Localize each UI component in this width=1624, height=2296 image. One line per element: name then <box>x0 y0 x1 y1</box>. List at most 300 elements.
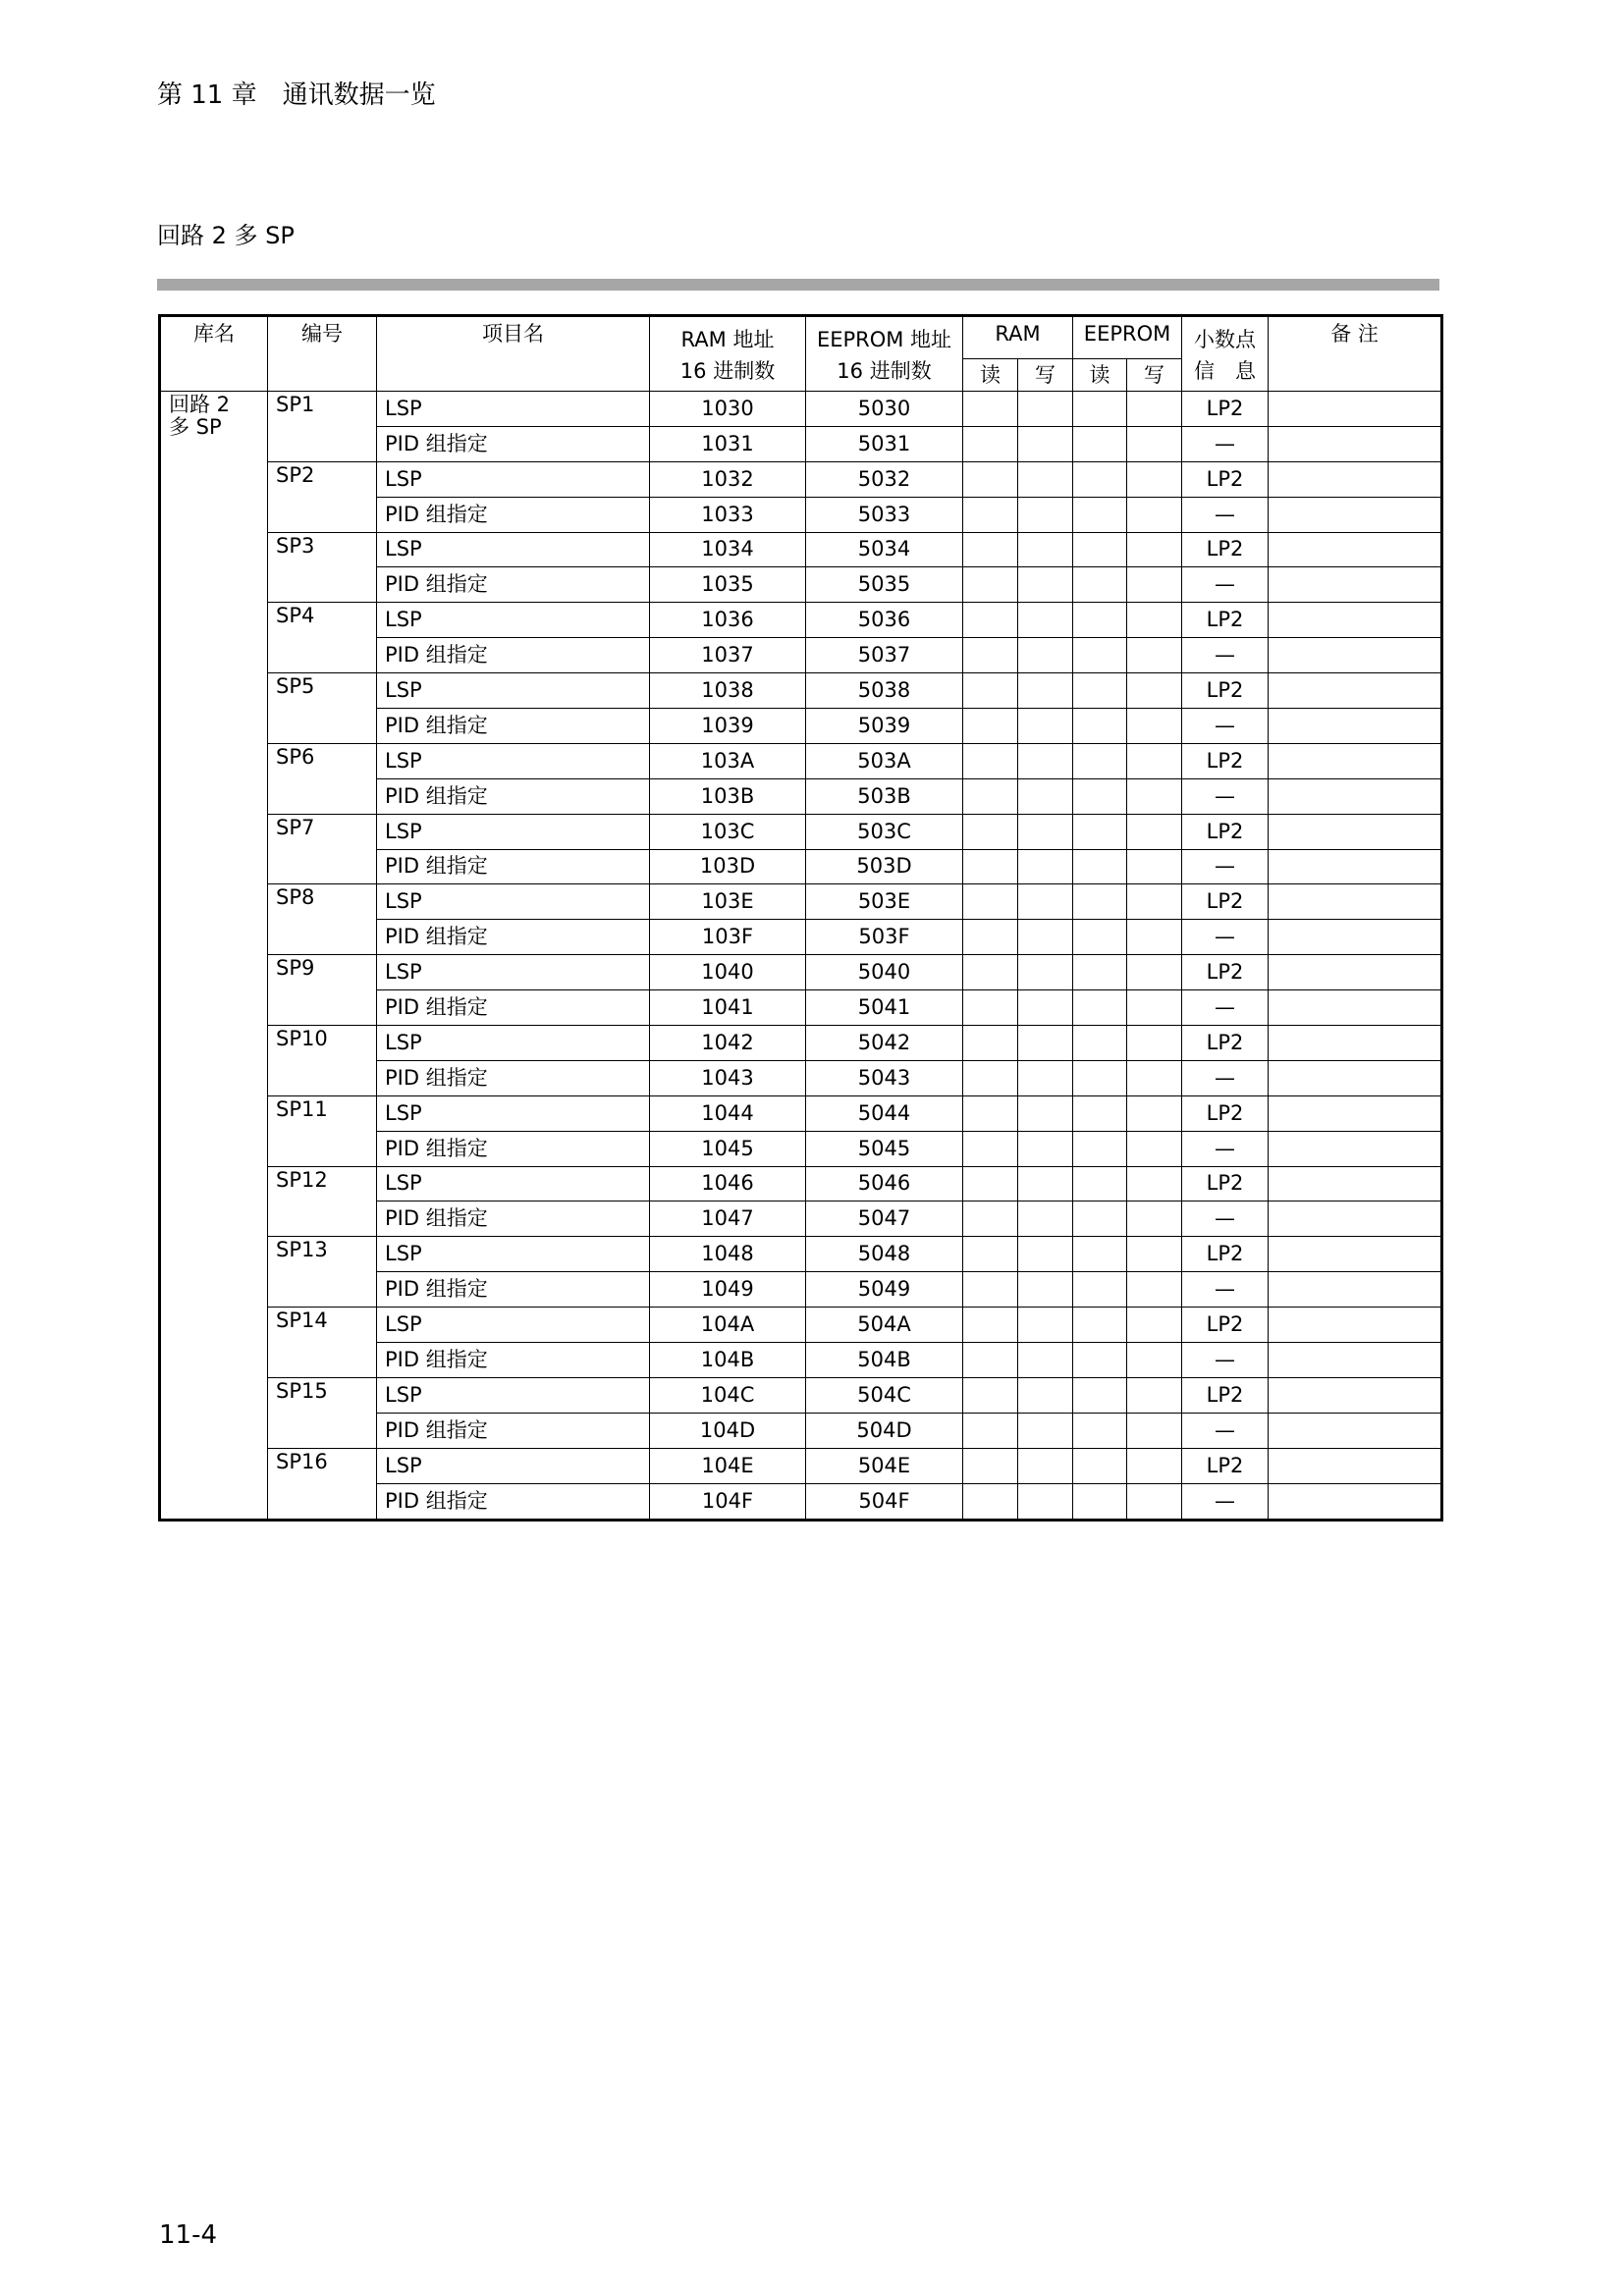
ram-read-cell <box>963 1343 1018 1378</box>
item-name-cell: LSP <box>377 1377 650 1413</box>
ram-write-cell <box>1018 603 1073 638</box>
eeprom-address-cell: 504B <box>806 1343 963 1378</box>
table-row <box>160 1095 1442 1131</box>
table-row <box>160 884 1442 920</box>
sp-number-cell: SP12 <box>268 1166 377 1237</box>
sp-number-cell: SP2 <box>268 461 377 532</box>
eeprom-address-cell: 5035 <box>806 567 963 603</box>
eeprom-read-cell <box>1073 392 1127 427</box>
ram-write-cell <box>1018 461 1073 497</box>
ram-address-cell: 1032 <box>650 461 806 497</box>
remarks-cell <box>1269 990 1442 1026</box>
eeprom-read-cell <box>1073 461 1127 497</box>
eeprom-write-cell <box>1127 426 1182 461</box>
remarks-cell <box>1269 392 1442 427</box>
ram-read-cell <box>963 461 1018 497</box>
item-name-cell: PID 组指定 <box>377 567 650 603</box>
header-eeprom: EEPROM <box>1073 316 1182 359</box>
decimal-info-cell: — <box>1182 497 1269 532</box>
decimal-info-cell: — <box>1182 1201 1269 1237</box>
eeprom-write-cell <box>1127 603 1182 638</box>
table-row <box>160 1448 1442 1483</box>
ram-address-cell: 1046 <box>650 1166 806 1201</box>
remarks-cell <box>1269 1166 1442 1201</box>
library-line2: 多 SP <box>169 415 222 440</box>
eeprom-read-cell <box>1073 920 1127 955</box>
remarks-cell <box>1269 497 1442 532</box>
eeprom-read-cell <box>1073 743 1127 778</box>
item-name-cell: PID 组指定 <box>377 778 650 814</box>
decimal-info-cell: — <box>1182 426 1269 461</box>
ram-write-cell <box>1018 638 1073 673</box>
ram-read-cell <box>963 1308 1018 1343</box>
ram-address-cell: 1035 <box>650 567 806 603</box>
sp-number-cell: SP9 <box>268 955 377 1026</box>
item-name-cell: PID 组指定 <box>377 426 650 461</box>
eeprom-write-cell <box>1127 1095 1182 1131</box>
ram-address-cell: 1042 <box>650 1026 806 1061</box>
eeprom-read-cell <box>1073 426 1127 461</box>
ram-write-cell <box>1018 849 1073 884</box>
remarks-cell <box>1269 1201 1442 1237</box>
ram-read-cell <box>963 743 1018 778</box>
table-row <box>160 814 1442 849</box>
item-name-cell: PID 组指定 <box>377 709 650 744</box>
eeprom-write-cell <box>1127 1201 1182 1237</box>
table-row <box>160 532 1442 567</box>
eeprom-address-cell: 5042 <box>806 1026 963 1061</box>
remarks-cell <box>1269 426 1442 461</box>
item-name-cell: LSP <box>377 955 650 990</box>
ram-read-cell <box>963 1166 1018 1201</box>
item-name-cell: PID 组指定 <box>377 1131 650 1166</box>
item-name-cell: PID 组指定 <box>377 849 650 884</box>
remarks-cell <box>1269 567 1442 603</box>
ram-address-cell: 1040 <box>650 955 806 990</box>
ram-write-cell <box>1018 778 1073 814</box>
remarks-cell <box>1269 1343 1442 1378</box>
table-row <box>160 1308 1442 1343</box>
item-name-cell: LSP <box>377 1026 650 1061</box>
item-name-cell: PID 组指定 <box>377 920 650 955</box>
header-ram-read: 读 <box>963 359 1018 392</box>
chapter-heading: 第 11 章 通讯数据一览 <box>157 80 436 110</box>
table-row <box>160 1377 1442 1413</box>
eeprom-address-cell: 504C <box>806 1377 963 1413</box>
ram-write-cell <box>1018 1060 1073 1095</box>
ram-address-cell: 1034 <box>650 532 806 567</box>
ram-address-cell: 1044 <box>650 1095 806 1131</box>
ram-write-cell <box>1018 1377 1073 1413</box>
ram-address-cell: 1039 <box>650 709 806 744</box>
eeprom-address-cell: 504E <box>806 1448 963 1483</box>
item-name-cell: LSP <box>377 1237 650 1272</box>
eeprom-address-cell: 504D <box>806 1413 963 1448</box>
ram-write-cell <box>1018 426 1073 461</box>
ram-write-cell <box>1018 920 1073 955</box>
decimal-info-cell: — <box>1182 1343 1269 1378</box>
eeprom-address-cell: 503F <box>806 920 963 955</box>
item-name-cell: PID 组指定 <box>377 638 650 673</box>
ram-address-cell: 103C <box>650 814 806 849</box>
remarks-cell <box>1269 1060 1442 1095</box>
ram-write-cell <box>1018 1237 1073 1272</box>
eeprom-read-cell <box>1073 1377 1127 1413</box>
ram-write-cell <box>1018 567 1073 603</box>
header-eeprom-address <box>806 316 963 392</box>
remarks-cell <box>1269 532 1442 567</box>
eeprom-address-cell: 503D <box>806 849 963 884</box>
ram-read-cell <box>963 1413 1018 1448</box>
eeprom-address-cell: 5046 <box>806 1166 963 1201</box>
decimal-info-cell: LP2 <box>1182 603 1269 638</box>
ram-read-cell <box>963 532 1018 567</box>
ram-address-cell: 104E <box>650 1448 806 1483</box>
eeprom-address-cell: 5049 <box>806 1272 963 1308</box>
decimal-info-cell: LP2 <box>1182 673 1269 709</box>
item-name-cell: PID 组指定 <box>377 1201 650 1237</box>
ram-address-cell: 1048 <box>650 1237 806 1272</box>
ram-read-cell <box>963 1095 1018 1131</box>
item-name-cell: LSP <box>377 743 650 778</box>
table-body <box>160 392 1442 1521</box>
eeprom-read-cell <box>1073 1060 1127 1095</box>
remarks-cell <box>1269 920 1442 955</box>
eeprom-read-cell <box>1073 1237 1127 1272</box>
table-row <box>160 603 1442 638</box>
ram-address-cell: 1049 <box>650 1272 806 1308</box>
ram-address-cell: 1031 <box>650 426 806 461</box>
table-row <box>160 1026 1442 1061</box>
eeprom-read-cell <box>1073 1201 1127 1237</box>
decimal-info-cell: LP2 <box>1182 1377 1269 1413</box>
decimal-info-cell: — <box>1182 1483 1269 1520</box>
sp-number-cell: SP5 <box>268 673 377 744</box>
eeprom-address-cell: 5036 <box>806 603 963 638</box>
eeprom-write-cell <box>1127 1448 1182 1483</box>
header-eeprom-read: 读 <box>1073 359 1127 392</box>
decimal-info-cell: — <box>1182 1131 1269 1166</box>
remarks-cell <box>1269 1448 1442 1483</box>
ram-read-cell <box>963 955 1018 990</box>
decimal-info-cell: LP2 <box>1182 1308 1269 1343</box>
eeprom-read-cell <box>1073 638 1127 673</box>
item-name-cell: PID 组指定 <box>377 990 650 1026</box>
eeprom-read-cell <box>1073 1308 1127 1343</box>
eeprom-read-cell <box>1073 778 1127 814</box>
remarks-cell <box>1269 1377 1442 1413</box>
eeprom-write-cell <box>1127 1413 1182 1448</box>
eeprom-read-cell <box>1073 673 1127 709</box>
eeprom-read-cell <box>1073 990 1127 1026</box>
eeprom-write-cell <box>1127 743 1182 778</box>
ram-read-cell <box>963 920 1018 955</box>
eeprom-read-cell <box>1073 1413 1127 1448</box>
eeprom-write-cell <box>1127 497 1182 532</box>
eeprom-address-cell: 5044 <box>806 1095 963 1131</box>
eeprom-write-cell <box>1127 920 1182 955</box>
decimal-info-cell: — <box>1182 638 1269 673</box>
eeprom-address-cell: 5045 <box>806 1131 963 1166</box>
eeprom-write-cell <box>1127 532 1182 567</box>
section-divider <box>157 279 1439 291</box>
ram-read-cell <box>963 1483 1018 1520</box>
eeprom-read-cell <box>1073 1166 1127 1201</box>
item-name-cell: LSP <box>377 1308 650 1343</box>
eeprom-read-cell <box>1073 1131 1127 1166</box>
ram-write-cell <box>1018 1095 1073 1131</box>
sp-number-cell: SP13 <box>268 1237 377 1308</box>
remarks-cell <box>1269 778 1442 814</box>
eeprom-write-cell <box>1127 1026 1182 1061</box>
sp-number-cell: SP4 <box>268 603 377 673</box>
header-ram: RAM <box>963 316 1073 359</box>
eeprom-read-cell <box>1073 1448 1127 1483</box>
library-cell <box>160 392 268 1521</box>
item-name-cell: PID 组指定 <box>377 1413 650 1448</box>
eeprom-write-cell <box>1127 990 1182 1026</box>
sp-number-cell: SP8 <box>268 884 377 955</box>
eeprom-address-cell: 5043 <box>806 1060 963 1095</box>
ram-write-cell <box>1018 1131 1073 1166</box>
ram-write-cell <box>1018 497 1073 532</box>
remarks-cell <box>1269 461 1442 497</box>
decimal-info-cell: — <box>1182 920 1269 955</box>
sp-number-cell: SP6 <box>268 743 377 814</box>
decimal-info-cell: — <box>1182 1060 1269 1095</box>
eeprom-write-cell <box>1127 1272 1182 1308</box>
eeprom-write-cell <box>1127 849 1182 884</box>
ram-write-cell <box>1018 709 1073 744</box>
remarks-cell <box>1269 603 1442 638</box>
ram-address-cell: 103A <box>650 743 806 778</box>
ram-read-cell <box>963 1272 1018 1308</box>
eeprom-read-cell <box>1073 603 1127 638</box>
ram-read-cell <box>963 673 1018 709</box>
remarks-cell <box>1269 1308 1442 1343</box>
eeprom-read-cell <box>1073 1095 1127 1131</box>
eeprom-read-cell <box>1073 567 1127 603</box>
eeprom-address-cell: 5048 <box>806 1237 963 1272</box>
remarks-cell <box>1269 1483 1442 1520</box>
item-name-cell: LSP <box>377 673 650 709</box>
ram-read-cell <box>963 1377 1018 1413</box>
ram-read-cell <box>963 1237 1018 1272</box>
remarks-cell <box>1269 1237 1442 1272</box>
item-name-cell: LSP <box>377 1166 650 1201</box>
remarks-cell <box>1269 1413 1442 1448</box>
ram-address-cell: 1043 <box>650 1060 806 1095</box>
ram-write-cell <box>1018 1483 1073 1520</box>
decimal-info-cell: LP2 <box>1182 1448 1269 1483</box>
ram-write-cell <box>1018 532 1073 567</box>
remarks-cell <box>1269 743 1442 778</box>
item-name-cell: LSP <box>377 884 650 920</box>
remarks-cell <box>1269 1272 1442 1308</box>
eeprom-write-cell <box>1127 1343 1182 1378</box>
ram-write-cell <box>1018 1166 1073 1201</box>
library-line1: 回路 2 <box>169 393 231 416</box>
header-remarks: 备 注 <box>1269 316 1442 392</box>
remarks-cell <box>1269 709 1442 744</box>
ram-address-cell: 1038 <box>650 673 806 709</box>
header-ram-address-line1: RAM 地址 <box>680 328 775 352</box>
ram-read-cell <box>963 603 1018 638</box>
table-row <box>160 461 1442 497</box>
ram-write-cell <box>1018 1272 1073 1308</box>
ram-address-cell: 1033 <box>650 497 806 532</box>
eeprom-write-cell <box>1127 638 1182 673</box>
ram-address-cell: 1047 <box>650 1201 806 1237</box>
sp-number-cell: SP7 <box>268 814 377 884</box>
remarks-cell <box>1269 1131 1442 1166</box>
ram-address-cell: 104D <box>650 1413 806 1448</box>
ram-read-cell <box>963 849 1018 884</box>
header-library: 库名 <box>160 316 268 392</box>
ram-read-cell <box>963 814 1018 849</box>
sp-number-cell: SP11 <box>268 1095 377 1166</box>
eeprom-write-cell <box>1127 1060 1182 1095</box>
ram-read-cell <box>963 1131 1018 1166</box>
page-number: 11-4 <box>159 2220 218 2250</box>
remarks-cell <box>1269 814 1442 849</box>
ram-read-cell <box>963 426 1018 461</box>
decimal-info-cell: — <box>1182 1272 1269 1308</box>
item-name-cell: PID 组指定 <box>377 1060 650 1095</box>
decimal-info-cell: LP2 <box>1182 814 1269 849</box>
ram-write-cell <box>1018 743 1073 778</box>
eeprom-address-cell: 503B <box>806 778 963 814</box>
eeprom-write-cell <box>1127 1166 1182 1201</box>
remarks-cell <box>1269 1026 1442 1061</box>
ram-read-cell <box>963 1060 1018 1095</box>
ram-read-cell <box>963 709 1018 744</box>
eeprom-read-cell <box>1073 955 1127 990</box>
decimal-info-cell: — <box>1182 709 1269 744</box>
eeprom-address-cell: 504F <box>806 1483 963 1520</box>
header-item: 项目名 <box>377 316 650 392</box>
item-name-cell: LSP <box>377 603 650 638</box>
item-name-cell: LSP <box>377 532 650 567</box>
item-name-cell: PID 组指定 <box>377 1483 650 1520</box>
ram-address-cell: 1037 <box>650 638 806 673</box>
sp-number-cell: SP14 <box>268 1308 377 1378</box>
remarks-cell <box>1269 673 1442 709</box>
eeprom-read-cell <box>1073 1272 1127 1308</box>
header-ram-address <box>650 316 806 392</box>
decimal-info-cell: LP2 <box>1182 884 1269 920</box>
eeprom-address-cell: 5034 <box>806 532 963 567</box>
table-row <box>160 673 1442 709</box>
ram-write-cell <box>1018 1343 1073 1378</box>
remarks-cell <box>1269 638 1442 673</box>
remarks-cell <box>1269 955 1442 990</box>
ram-address-cell: 103D <box>650 849 806 884</box>
decimal-info-cell: — <box>1182 1413 1269 1448</box>
communication-data-table <box>158 314 1443 1522</box>
header-number: 编号 <box>268 316 377 392</box>
eeprom-write-cell <box>1127 1237 1182 1272</box>
eeprom-address-cell: 5031 <box>806 426 963 461</box>
ram-read-cell <box>963 884 1018 920</box>
eeprom-write-cell <box>1127 709 1182 744</box>
eeprom-address-cell: 5039 <box>806 709 963 744</box>
table-row <box>160 1166 1442 1201</box>
ram-read-cell <box>963 638 1018 673</box>
ram-address-cell: 103F <box>650 920 806 955</box>
ram-read-cell <box>963 567 1018 603</box>
eeprom-write-cell <box>1127 1483 1182 1520</box>
remarks-cell <box>1269 1095 1442 1131</box>
ram-read-cell <box>963 392 1018 427</box>
ram-address-cell: 1045 <box>650 1131 806 1166</box>
ram-address-cell: 1036 <box>650 603 806 638</box>
eeprom-write-cell <box>1127 567 1182 603</box>
ram-write-cell <box>1018 814 1073 849</box>
eeprom-address-cell: 5032 <box>806 461 963 497</box>
eeprom-read-cell <box>1073 532 1127 567</box>
ram-address-cell: 104B <box>650 1343 806 1378</box>
eeprom-write-cell <box>1127 884 1182 920</box>
ram-address-cell: 103E <box>650 884 806 920</box>
ram-read-cell <box>963 990 1018 1026</box>
ram-write-cell <box>1018 1308 1073 1343</box>
section-title: 回路 2 多 SP <box>157 222 295 249</box>
ram-read-cell <box>963 1201 1018 1237</box>
eeprom-write-cell <box>1127 1377 1182 1413</box>
item-name-cell: PID 组指定 <box>377 1272 650 1308</box>
sp-number-cell: SP3 <box>268 532 377 603</box>
header-eeprom-address-line2: 16 进制数 <box>837 358 932 383</box>
eeprom-read-cell <box>1073 497 1127 532</box>
eeprom-address-cell: 5038 <box>806 673 963 709</box>
remarks-cell <box>1269 884 1442 920</box>
eeprom-write-cell <box>1127 814 1182 849</box>
header-ram-write: 写 <box>1018 359 1073 392</box>
item-name-cell: LSP <box>377 814 650 849</box>
decimal-info-cell: — <box>1182 990 1269 1026</box>
item-name-cell: LSP <box>377 461 650 497</box>
eeprom-address-cell: 504A <box>806 1308 963 1343</box>
ram-address-cell: 104A <box>650 1308 806 1343</box>
ram-read-cell <box>963 778 1018 814</box>
eeprom-address-cell: 5030 <box>806 392 963 427</box>
decimal-info-cell: — <box>1182 567 1269 603</box>
item-name-cell: LSP <box>377 1095 650 1131</box>
eeprom-write-cell <box>1127 955 1182 990</box>
header-decimal-line1: 小数点 <box>1194 328 1257 352</box>
eeprom-write-cell <box>1127 673 1182 709</box>
header-decimal-line2: 信 息 <box>1194 358 1257 383</box>
decimal-info-cell: LP2 <box>1182 743 1269 778</box>
decimal-info-cell: LP2 <box>1182 461 1269 497</box>
eeprom-address-cell: 503A <box>806 743 963 778</box>
eeprom-read-cell <box>1073 1483 1127 1520</box>
table-row <box>160 955 1442 990</box>
header-eeprom-write: 写 <box>1127 359 1182 392</box>
eeprom-write-cell <box>1127 778 1182 814</box>
ram-address-cell: 1041 <box>650 990 806 1026</box>
eeprom-address-cell: 503E <box>806 884 963 920</box>
ram-write-cell <box>1018 884 1073 920</box>
eeprom-address-cell: 5041 <box>806 990 963 1026</box>
ram-address-cell: 104F <box>650 1483 806 1520</box>
item-name-cell: LSP <box>377 392 650 427</box>
eeprom-address-cell: 5047 <box>806 1201 963 1237</box>
table-row <box>160 743 1442 778</box>
ram-write-cell <box>1018 673 1073 709</box>
eeprom-read-cell <box>1073 1343 1127 1378</box>
